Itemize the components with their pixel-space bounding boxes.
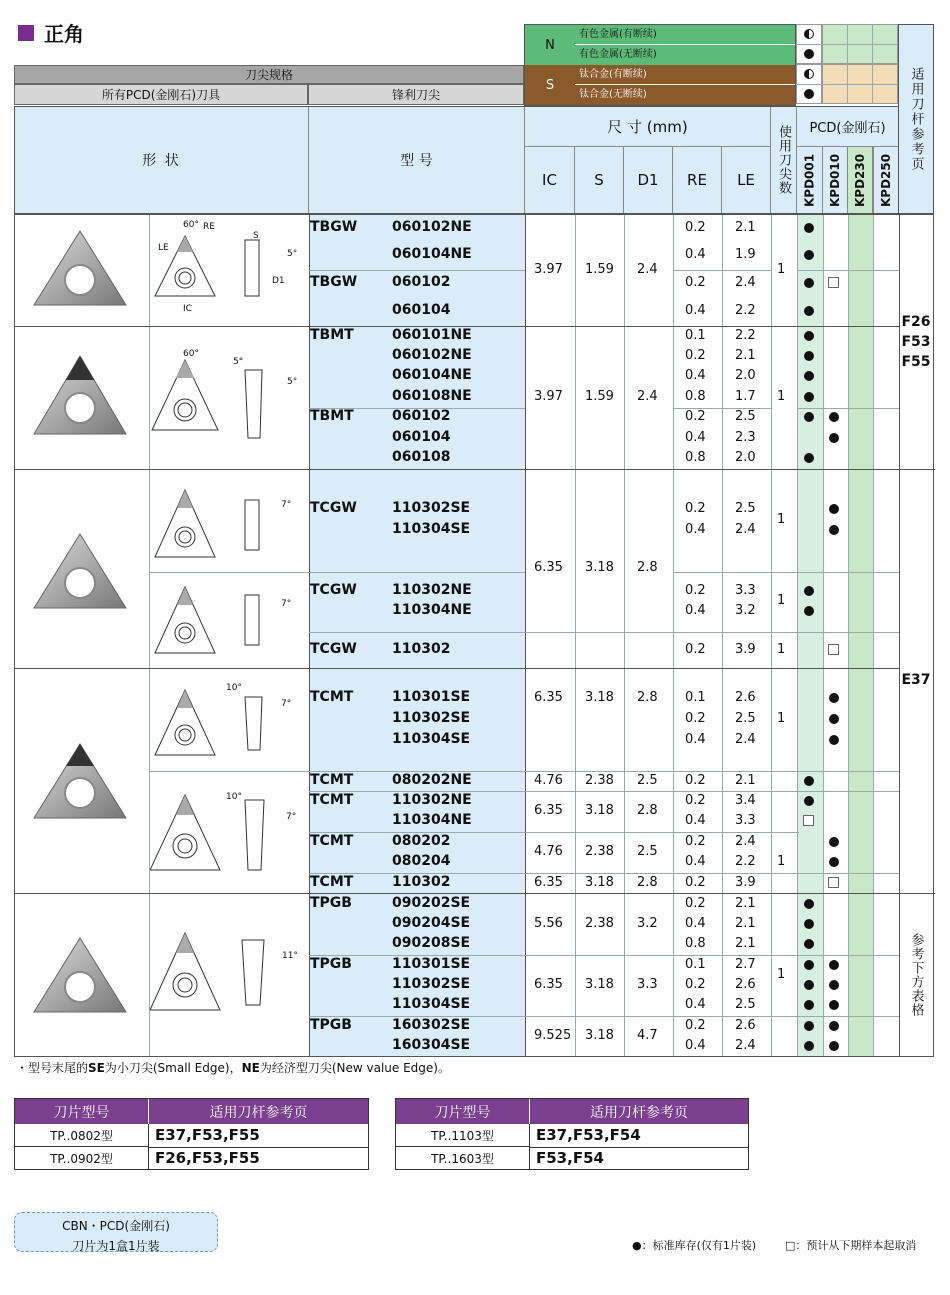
holder-ref-header: 适用刀杆参考页 [898,24,934,214]
stock-dot-icon [829,412,839,422]
s-row-2: 钛合金(无断续) [575,85,795,105]
discontinue-square-icon [828,277,839,288]
model-code: 110302 [392,641,451,657]
series-label: TPGB [310,956,352,972]
re-value: 0.2 [685,896,706,911]
re-value: 0.4 [685,303,706,318]
stock-dot-icon [804,306,814,316]
le-value: 2.4 [735,834,756,849]
holder-table-cell: E37,F53,F55 [155,1126,260,1144]
le-value: 2.6 [735,690,756,705]
ic-value: 6.35 [534,803,563,818]
series-label: TCMT [310,689,354,705]
stock-dot-icon [829,1000,839,1010]
model-code: 110302 [392,874,451,890]
ic-value: 5.56 [534,916,563,931]
model-code: 110302SE [392,976,471,992]
re-value: 0.8 [685,450,706,465]
le-value: 2.0 [735,450,756,465]
angle-label: 60° [183,220,199,230]
s-value: 2.38 [585,916,614,931]
re-value: 0.2 [685,642,706,657]
model-code: 060102 [392,274,451,290]
angle-label: RE [203,222,215,232]
stock-dot-icon [829,1041,839,1051]
s-value: 2.38 [585,773,614,788]
re-value: 0.4 [685,916,706,931]
series-label: TCMT [310,772,354,788]
ic-value: 6.35 [534,690,563,705]
le-value: 3.3 [735,813,756,828]
col-s: S [575,147,624,213]
d1-value: 3.2 [637,916,658,931]
model-code: 110304SE [392,996,471,1012]
model-code: 060104NE [392,367,472,383]
holder-table-header: 刀片型号 [396,1099,530,1124]
re-value: 0.2 [685,711,706,726]
re-value: 0.4 [685,997,706,1012]
page-title: 正角 [44,22,84,46]
legend-stock: ●：标准库存(仅有1片装) [632,1239,757,1252]
d1-value: 4.7 [637,1028,658,1043]
d1-value: 3.3 [637,977,658,992]
model-code: 080202NE [392,772,472,788]
stock-dot-icon [804,223,814,233]
stock-dot-icon [804,899,814,909]
d1-value: 2.8 [637,803,658,818]
stock-dot-icon [804,960,814,970]
angle-label: 5° [287,249,298,259]
tech-drawing-tcgw-se [150,475,300,570]
ic-value: 6.35 [534,977,563,992]
s-value: 3.18 [585,690,614,705]
re-value: 0.4 [685,368,706,383]
ic-value: 6.35 [534,875,563,890]
stock-dot-icon [804,796,814,806]
s-value: 3.18 [585,977,614,992]
le-value: 2.2 [735,303,756,318]
tech-drawing-tbgw [150,218,300,322]
title-square [18,25,34,41]
col-ic: IC [525,147,575,213]
s-value: 1.59 [585,389,614,404]
holder-table-cell: F53,F54 [536,1149,604,1167]
re-value: 0.1 [685,328,706,343]
ic-value: 4.76 [534,773,563,788]
holder-table-cell: E37,F53,F54 [536,1126,641,1144]
model-code: 160304SE [392,1037,471,1053]
holder-table-right [395,1098,749,1170]
angle-label: 10° [226,683,242,693]
angle-label: 7° [281,699,292,709]
model-code: 060108NE [392,388,472,404]
le-value: 2.2 [735,328,756,343]
d1-value: 2.8 [637,690,658,705]
tech-drawing-tbmt [150,340,300,465]
edges-value: 1 [777,389,786,404]
d1-value: 2.8 [637,875,658,890]
le-value: 1.7 [735,389,756,404]
holder-table-header: 刀片型号 [15,1099,149,1124]
stock-dot-icon [829,980,839,990]
le-value: 2.1 [735,896,756,911]
ic-value: 3.97 [534,389,563,404]
re-value: 0.4 [685,1038,706,1053]
s-row-1: 钛合金(有断续) [575,65,795,85]
s-value: 3.18 [585,803,614,818]
series-label: TBGW [310,219,358,235]
le-value: 2.5 [735,711,756,726]
series-label: TCMT [310,833,354,849]
holder-table-header: 适用刀杆参考页 [530,1099,748,1124]
re-value: 0.4 [685,603,706,618]
angle-label: 7° [286,812,297,822]
edges-value: 1 [777,854,786,869]
model-code: 110301SE [392,689,471,705]
discontinue-square-icon [828,644,839,655]
model-code: 060104 [392,302,451,318]
model-header: 型 号 [309,107,525,213]
holder-ref-2: E37 [901,672,931,688]
stock-dot-icon [804,1021,814,1031]
model-code: 110302SE [392,500,471,516]
model-code: 110302SE [392,710,471,726]
le-value: 1.9 [735,247,756,262]
stock-dot-icon [829,837,839,847]
edges-value: 1 [777,512,786,527]
d1-value: 2.4 [637,262,658,277]
re-value: 0.2 [685,409,706,424]
model-code: 060104 [392,429,451,445]
dot-icon [804,49,814,59]
le-value: 2.1 [735,936,756,951]
model-code: 060102 [392,408,451,424]
holder-ref-3: 参考下方表格 [908,933,924,1017]
stock-dot-icon [804,776,814,786]
grade-kpd010: KPD010 [823,147,848,213]
ic-value: 3.97 [534,262,563,277]
re-value: 0.4 [685,854,706,869]
material-s: S [525,65,575,105]
stock-dot-icon [804,453,814,463]
re-value: 0.2 [685,834,706,849]
stock-dot-icon [804,919,814,929]
re-value: 0.2 [685,348,706,363]
d1-value: 2.4 [637,389,658,404]
re-value: 0.8 [685,389,706,404]
re-value: 0.2 [685,583,706,598]
s-value: 1.59 [585,262,614,277]
holder-table-cell: TP..1103型 [396,1124,530,1147]
spec-group-header: 刀尖规格 [14,65,524,84]
model-code: 060102NE [392,219,472,235]
stock-dot-icon [804,371,814,381]
le-value: 3.2 [735,603,756,618]
re-value: 0.4 [685,247,706,262]
s-value: 3.18 [585,875,614,890]
d1-value: 2.8 [637,560,658,575]
model-code: 110304NE [392,812,472,828]
pack-note-line2: 刀片为1盒1片装 [72,1239,160,1253]
dot-icon [804,89,814,99]
le-value: 2.0 [735,368,756,383]
stock-dot-icon [804,351,814,361]
col-d1: D1 [624,147,673,213]
edges-value: 1 [777,593,786,608]
sharp-edge-header: 锋利刀尖 [308,84,524,105]
insert-photo-tcgw [30,528,130,618]
stock-dot-icon [804,586,814,596]
insert-photo-tbmt [30,350,130,450]
insert-photo-tpgb [30,932,130,1022]
stock-dot-icon [804,606,814,616]
stock-dot-icon [804,980,814,990]
ic-value: 6.35 [534,560,563,575]
d1-value: 2.5 [637,844,658,859]
col-re: RE [673,147,722,213]
re-value: 0.1 [685,690,706,705]
holder-table-cell: F26,F53,F55 [155,1149,260,1167]
re-value: 0.2 [685,793,706,808]
col-le: LE [722,147,771,213]
angle-label: LE [158,243,169,253]
material-n: N [525,25,575,65]
tech-drawing-tcmt-ne [150,780,300,885]
stock-dot-icon [804,392,814,402]
series-label: TBMT [310,327,354,343]
angle-label: 7° [281,599,292,609]
n-row-2: 有色金属(无断续) [575,45,795,65]
re-value: 0.2 [685,875,706,890]
holder-table-header: 适用刀杆参考页 [149,1099,368,1124]
le-value: 2.4 [735,1038,756,1053]
angle-label: 11° [282,951,298,961]
d1-value: 2.5 [637,773,658,788]
model-code: 110302NE [392,792,472,808]
insert-photo-tcmt [30,738,130,828]
n-row-1: 有色金属(有断续) [575,25,795,45]
le-value: 2.1 [735,773,756,788]
re-value: 0.2 [685,275,706,290]
s-value: 3.18 [585,1028,614,1043]
le-value: 2.5 [735,997,756,1012]
series-label: TCGW [310,641,357,657]
le-value: 2.3 [735,430,756,445]
material-header [524,24,796,106]
stock-dot-icon [804,939,814,949]
angle-label: S [253,231,259,241]
re-value: 0.2 [685,977,706,992]
re-value: 0.4 [685,732,706,747]
s-value: 3.18 [585,560,614,575]
re-value: 0.4 [685,522,706,537]
le-value: 2.5 [735,409,756,424]
edges-value: 1 [777,262,786,277]
series-label: TPGB [310,1017,352,1033]
legend-sample: □：预计从下期样本起取消 [785,1239,917,1252]
le-value: 2.1 [735,916,756,931]
re-value: 0.2 [685,220,706,235]
angle-label: D1 [272,276,285,286]
s-value: 2.38 [585,844,614,859]
series-label: TCMT [310,792,354,808]
ic-value: 9.525 [534,1028,572,1043]
insert-photo-tbgw [30,225,130,315]
model-code: 060101NE [392,327,472,343]
le-value: 3.4 [735,793,756,808]
model-code: 110304SE [392,731,471,747]
stock-dot-icon [829,1021,839,1031]
le-value: 2.1 [735,348,756,363]
footnote: ・型号末尾的SE为小刀尖(Small Edge)，NE为经济型刀尖(New value Edge)。 [16,1061,450,1075]
angle-label: 7° [281,500,292,510]
pcd-header: PCD(金刚石) [797,107,899,147]
dimension-header: 尺 寸 (mm) [525,107,771,147]
pack-note-line1: CBN・PCD(金刚石) [62,1219,170,1233]
edges-value: 1 [777,967,786,982]
model-code: 090204SE [392,915,471,931]
angle-label: 10° [226,792,242,802]
model-code: 060102NE [392,347,472,363]
tech-drawing-tpgb [150,915,300,1025]
model-code: 080202 [392,833,451,849]
le-value: 2.2 [735,854,756,869]
stock-dot-icon [829,857,839,867]
model-code: 160302SE [392,1017,471,1033]
stock-dot-icon [804,412,814,422]
grade-kpd230: KPD230 [848,147,873,213]
stock-dot-icon [804,278,814,288]
le-value: 2.4 [735,522,756,537]
le-value: 3.9 [735,642,756,657]
series-label: TPGB [310,895,352,911]
stock-dot-icon [804,331,814,341]
re-value: 0.2 [685,1018,706,1033]
series-label: TCGW [310,500,357,516]
stock-dot-icon [829,693,839,703]
holder-table-cell: TP..0902型 [15,1147,149,1169]
series-label: TBGW [310,274,358,290]
holder-table-cell: TP..1603型 [396,1147,530,1169]
stock-dot-icon [829,735,839,745]
pack-note [14,1212,218,1252]
discontinue-square-icon [803,815,814,826]
series-label: TBMT [310,408,354,424]
stock-dot-icon [829,433,839,443]
series-label: TCGW [310,582,357,598]
angle-label: 60° [183,349,199,359]
holder-ref-1: F26 F53 F55 [901,314,931,370]
tech-drawing-tcmt-se [150,675,300,770]
stock-dot-icon [829,504,839,514]
stock-dot-icon [804,250,814,260]
model-code: 080204 [392,853,451,869]
le-value: 3.9 [735,875,756,890]
model-code: 110301SE [392,956,471,972]
le-value: 3.3 [735,583,756,598]
tech-drawing-tcgw-ne [150,575,300,665]
model-code: 110304NE [392,602,472,618]
re-value: 0.8 [685,936,706,951]
holder-table-cell: TP..0802型 [15,1124,149,1147]
series-label: TCMT [310,874,354,890]
edges-used-header: 使用刀尖数 [771,107,797,213]
angle-label: 5° [233,357,244,367]
re-value: 0.4 [685,813,706,828]
angle-label: IC [183,304,192,314]
le-value: 2.4 [735,275,756,290]
stock-dot-icon [829,525,839,535]
ic-value: 4.76 [534,844,563,859]
stock-dot-icon [804,1041,814,1051]
le-value: 2.4 [735,732,756,747]
le-value: 2.6 [735,977,756,992]
grade-kpd001: KPD001 [797,147,823,213]
re-value: 0.2 [685,501,706,516]
re-value: 0.2 [685,773,706,788]
le-value: 2.1 [735,220,756,235]
stock-dot-icon [829,960,839,970]
half-dot-icon [804,29,814,39]
le-value: 2.6 [735,1018,756,1033]
model-code: 110302NE [392,582,472,598]
discontinue-square-icon [828,877,839,888]
model-code: 060108 [392,449,451,465]
grade-kpd250: KPD250 [873,147,899,213]
edges-value: 1 [777,711,786,726]
model-code: 090202SE [392,895,471,911]
all-pcd-header: 所有PCD(金刚石)刀具 [14,84,308,105]
model-code: 060104NE [392,246,472,262]
holder-table-left [14,1098,369,1170]
stock-dot-icon [804,1000,814,1010]
table-header [14,106,934,214]
re-value: 0.1 [685,957,706,972]
le-value: 2.7 [735,957,756,972]
re-value: 0.4 [685,430,706,445]
half-dot-icon [804,69,814,79]
stock-dot-icon [829,714,839,724]
edges-value: 1 [777,642,786,657]
model-code: 090208SE [392,935,471,951]
angle-label: 5° [287,377,298,387]
suitability-grid [796,24,898,106]
shape-header: 形 状 [15,107,309,213]
le-value: 2.5 [735,501,756,516]
model-code: 110304SE [392,521,471,537]
